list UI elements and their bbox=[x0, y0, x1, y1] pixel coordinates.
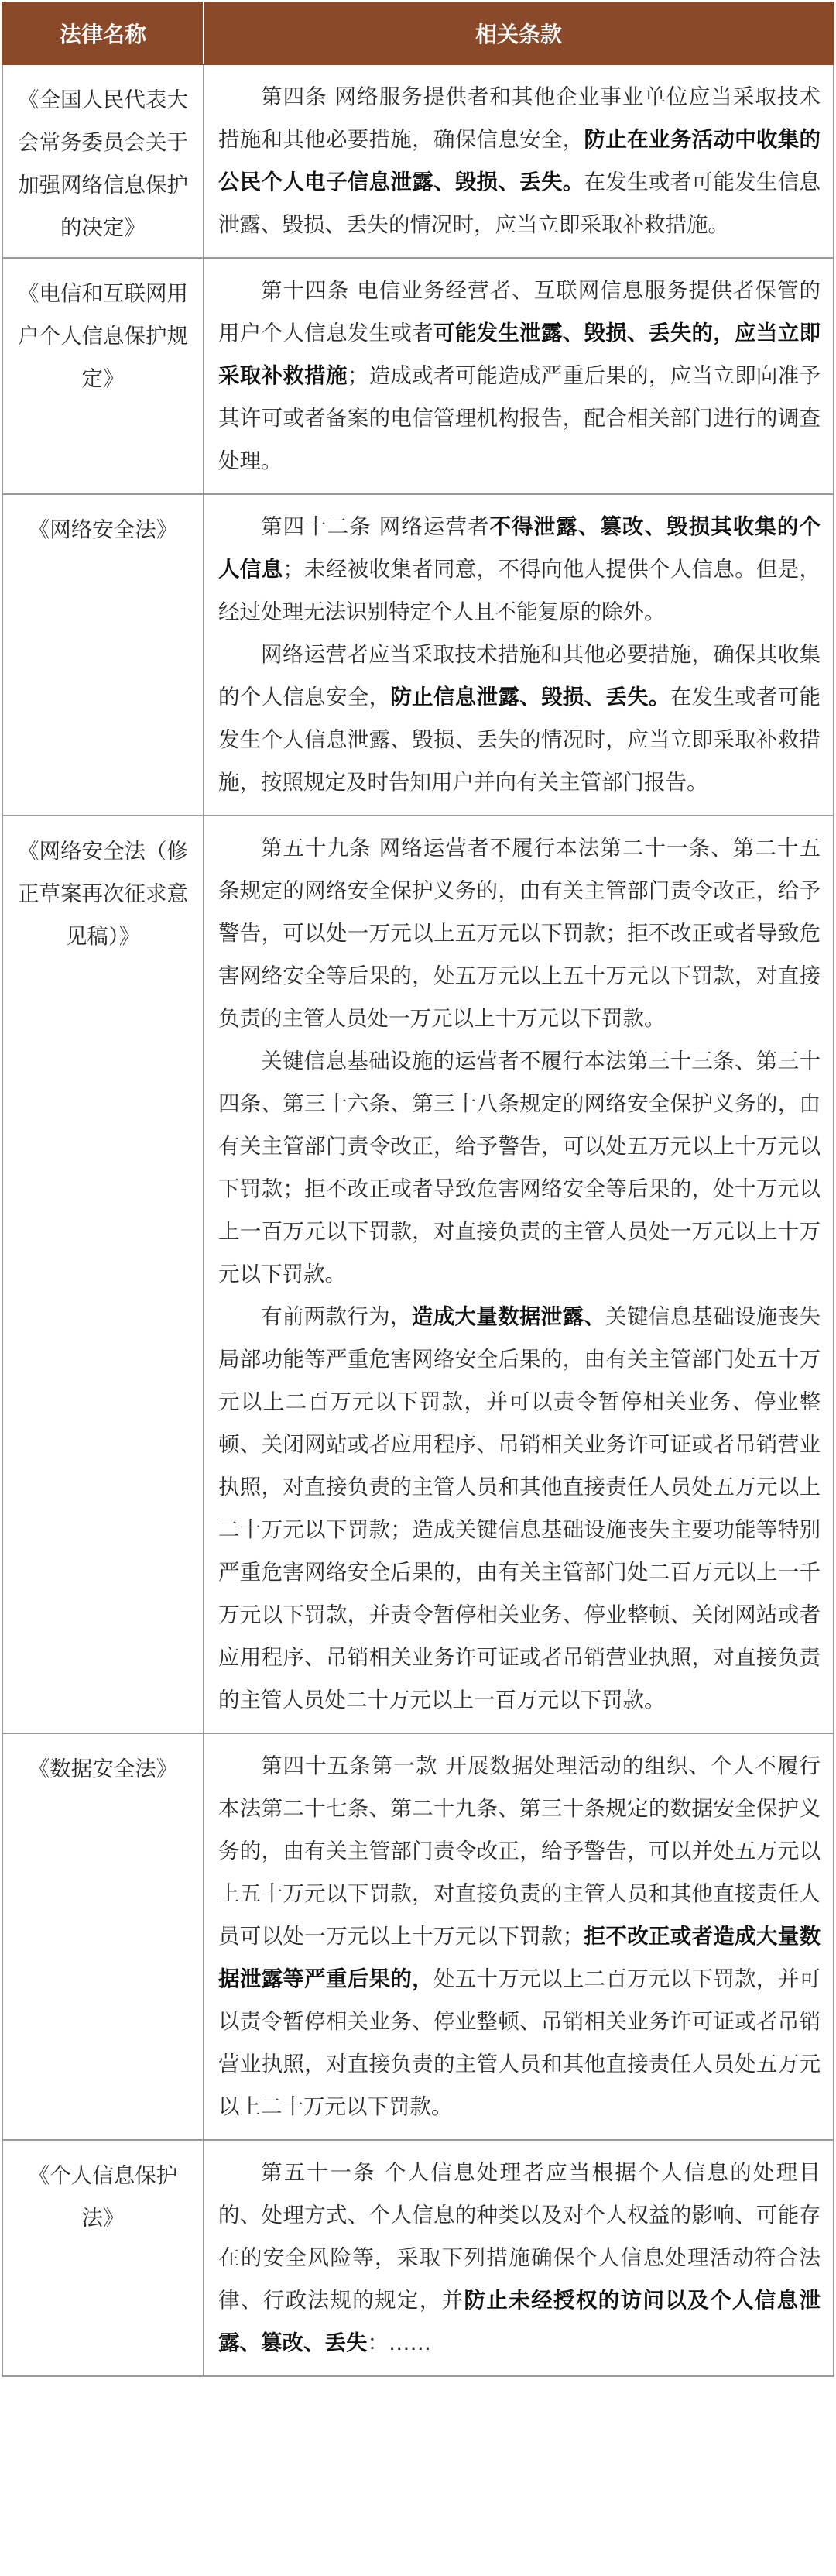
law-name-cell bbox=[2, 2140, 204, 2376]
law-name-cell bbox=[2, 64, 204, 258]
clause-text: 第五十一条 个人信息处理者应当根据个人信息的处理目的、处理方式、个人信息的种类以及对个人权益的影响、可能存在的安全风险等，采取下列措施确保个人信息处理活动符合法律、行政法规的规定，并 bbox=[218, 2160, 821, 2313]
header-law-name: 法律名称 bbox=[2, 2, 204, 64]
clause-text: 在发生或者可能发生个人信息泄露、毁损、丢失的情况时，应当立即采取补救措施，按照规定及时告知用户并向有关主管部门报告。 bbox=[218, 685, 821, 795]
law-name-cell bbox=[2, 816, 204, 1733]
law-name-cell bbox=[2, 258, 204, 494]
law-name: 《网络安全法》 bbox=[28, 517, 178, 542]
header-clauses: 相关条款 bbox=[204, 2, 834, 64]
table-row bbox=[2, 2140, 834, 2376]
clause-paragraph bbox=[218, 1040, 821, 1296]
emphasized-text: 不得泄露、篡改、毁损其收集的个人信息 bbox=[218, 514, 821, 582]
clause-paragraph bbox=[218, 270, 821, 483]
emphasized-text: 防止信息泄露、毁损、丢失。 bbox=[390, 685, 670, 709]
law-table bbox=[2, 2, 834, 2377]
clause-text: ；造成或者可能造成严重后果的，应当立即向准予其许可或者备案的电信管理机构报告，配合相关部门进行的调查处理。 bbox=[218, 363, 821, 473]
clause-paragraph bbox=[218, 76, 821, 246]
table-header-row bbox=[2, 2, 834, 64]
clause-text: 第十四条 电信业务经营者、互联网信息服务提供者保管的用户个人信息发生或者 bbox=[218, 278, 821, 345]
clause-text: ：…… bbox=[367, 2330, 431, 2355]
emphasized-text: 可能发生泄露、毁损、丢失的，应当立即采取补救措施 bbox=[218, 321, 821, 388]
clause-paragraph bbox=[218, 1296, 821, 1722]
clause-text: 关键信息基础设施的运营者不履行本法第三十三条、第三十四条、第三十六条、第三十八条规定的网络安全保护义务的，由有关主管部门责令改正，给予警告，可以处五万元以上十万元以下罚款；拒不改正或者导致危害网络安全等后果的，处十万元以上一百万元以下罚款，对直接负责的主管人员处一万元以上十万元以下罚款。 bbox=[218, 1049, 821, 1286]
emphasized-text: 防止未经授权的访问以及个人信息泄露、篡改、丢失 bbox=[218, 2288, 821, 2355]
clause-cell bbox=[204, 816, 834, 1733]
clause-text: ；未经被收集者同意，不得向他人提供个人信息。但是，经过处理无法识别特定个人且不能复原的除外。 bbox=[218, 557, 821, 624]
law-name: 《电信和互联网用户个人信息保护规定》 bbox=[18, 281, 188, 391]
table-row bbox=[2, 1733, 834, 2140]
emphasized-text: 防止在业务活动中收集的公民个人电子信息泄露、毁损、丢失。 bbox=[218, 127, 821, 194]
table-row bbox=[2, 258, 834, 494]
clause-text: 第五十九条 网络运营者不履行本法第二十一条、第二十五条规定的网络安全保护义务的，由有关主管部门责令改正，给予警告，可以处一万元以上五万元以下罚款；拒不改正或者导致危害网络安全等后果的，处五万元以上五十万元以下罚款，对直接负责的主管人员处一万元以上十万元以下罚款。 bbox=[218, 836, 821, 1031]
clause-text: 关键信息基础设施丧失局部功能等严重危害网络安全后果的，由有关主管部门处五十万元以上二百万元以下罚款，并可以责令暂停相关业务、停业整顿、关闭网站或者应用程序、吊销相关业务许可证或者吊销营业执照，对直接负责的主管人员和其他直接责任人员处五万元以上二十万元以下罚款；造成关键信息基础设施丧失主要功能等特别严重危害网络安全后果的，由有关主管部门处二百万元以上一千万元以下罚款，并责令暂停相关业务、停业整顿、关闭网站或者应用程序、吊销相关业务许可证或者吊销营业执照，对直接负责的主管人员处二十万元以上一百万元以下罚款。 bbox=[218, 1304, 821, 1712]
clause-cell bbox=[204, 1733, 834, 2140]
clause-text: 第四十五条第一款 开展数据处理活动的组织、个人不履行本法第二十七条、第二十九条、第三十条规定的数据安全保护义务的，由有关主管部门责令改正，给予警告，可以并处五万元以上五十万元以下罚款，对直接负责的主管人员和其他直接责任人员可以处一万元以上十万元以下罚款； bbox=[218, 1753, 821, 1949]
clause-text: 网络运营者应当采取技术措施和其他必要措施，确保其收集的个人信息安全， bbox=[218, 642, 821, 709]
clause-text: 在发生或者可能发生信息泄露、毁损、丢失的情况时，应当立即采取补救措施。 bbox=[218, 170, 821, 237]
law-name: 《个人信息保护法》 bbox=[28, 2163, 178, 2231]
table-row bbox=[2, 816, 834, 1733]
table-row bbox=[2, 494, 834, 816]
law-name: 《网络安全法（修正草案再次征求意见稿）》 bbox=[18, 839, 188, 949]
law-name-cell bbox=[2, 494, 204, 816]
clause-text: 有前两款行为， bbox=[261, 1304, 412, 1329]
clause-cell bbox=[204, 64, 834, 258]
clause-paragraph bbox=[218, 2152, 821, 2365]
clause-text: 第四条 网络服务提供者和其他企业事业单位应当采取技术措施和其他必要措施，确保信息安全， bbox=[218, 84, 821, 152]
clause-cell bbox=[204, 2140, 834, 2376]
clause-paragraph bbox=[218, 827, 821, 1040]
clause-paragraph bbox=[218, 634, 821, 804]
table-body bbox=[2, 64, 834, 2376]
law-name-cell bbox=[2, 1733, 204, 2140]
law-name: 《数据安全法》 bbox=[28, 1757, 178, 1781]
clause-paragraph bbox=[218, 1745, 821, 2128]
clause-cell bbox=[204, 258, 834, 494]
clause-paragraph bbox=[218, 506, 821, 634]
clause-cell bbox=[204, 494, 834, 816]
emphasized-text: 拒不改正或者造成大量数据泄露等严重后果的， bbox=[218, 1924, 821, 1991]
clause-text: 第四十二条 网络运营者 bbox=[261, 514, 490, 539]
clause-text: 处五十万元以上二百万元以下罚款，并可以责令暂停相关业务、停业整顿、吊销相关业务许可证或者吊销营业执照，对直接负责的主管人员和其他直接责任人员处五万元以上二十万元以下罚款。 bbox=[218, 1966, 821, 2119]
emphasized-text: 造成大量数据泄露、 bbox=[411, 1304, 606, 1329]
table-row bbox=[2, 64, 834, 258]
law-name: 《全国人民代表大会常务委员会关于加强网络信息保护的决定》 bbox=[18, 88, 188, 240]
